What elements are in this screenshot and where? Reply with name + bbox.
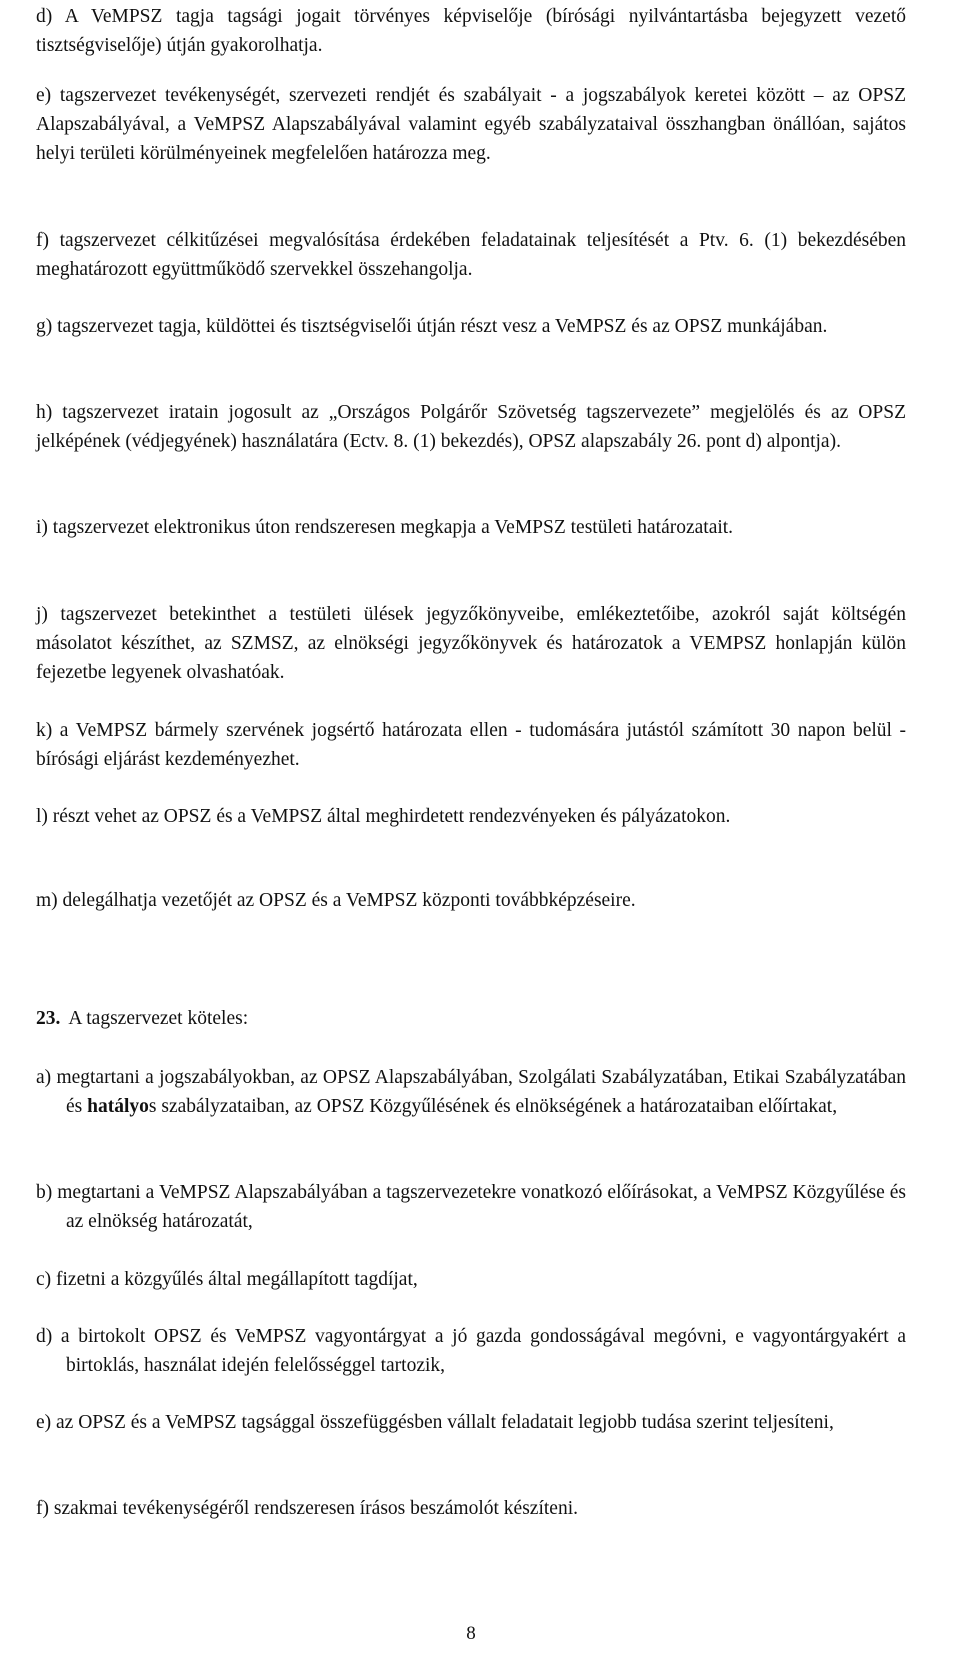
paragraph-f [36,226,906,284]
obligation-f-text: f) szakmai tevékenységéről rendszeresen írásos beszámolót készíteni. [36,1498,578,1519]
paragraph-g [36,312,906,341]
obligation-a-pre: a) megtartani a jogszabályokban, az OPSZ Alapszabályában, Szolgálati Szabályzatában, Etikai Szabályzatában és [36,1067,906,1117]
paragraph-h [36,398,906,456]
obligation-b [36,1178,906,1236]
obligation-a [36,1063,906,1121]
obligation-a-bold: hatályo [87,1096,149,1117]
paragraph-m-text: m) delegálhatja vezetőjét az OPSZ és a VeMPSZ központi továbbképzéseire. [36,890,636,911]
paragraph-e [36,81,906,168]
paragraph-d [36,2,906,60]
paragraph-k-text: k) a VeMPSZ bármely szervének jogsértő határozata ellen - tudomására jutástól számított 30 napon belül - bírósági eljárást kezdeményezhet. [36,720,906,770]
paragraph-m [36,886,906,915]
section-title: A tagszervezet köteles: [68,1008,249,1029]
paragraph-j-text: j) tagszervezet betekinthet a testületi ülések jegyzőkönyveibe, emlékeztetőibe, azokról saját költségén másolatot készíthet, az SZMSZ, az elnökségi jegyzőkönyvek és határozatok a VEMPSZ honlapján külön fejezetbe legyenek olvashatóak. [36,604,906,683]
paragraph-j [36,600,906,687]
obligation-c [36,1265,906,1294]
paragraph-l-text: l) részt vehet az OPSZ és a VeMPSZ által meghirdetett rendezvényeken és pályázatokon. [36,806,731,827]
page-number: 8 [466,1623,476,1644]
paragraph-l [36,802,906,831]
section-number: 23. [36,1008,61,1029]
obligation-e [36,1408,906,1437]
paragraph-k [36,716,906,774]
paragraph-i-text: i) tagszervezet elektronikus úton rendszeresen megkapja a VeMPSZ testületi határozatait. [36,517,734,538]
paragraph-g-text: g) tagszervezet tagja, küldöttei és tisztségviselői útján részt vesz a VeMPSZ és az OPSZ munkájában. [36,316,828,337]
obligation-d-text: d) a birtokolt OPSZ és VeMPSZ vagyontárgyat a jó gazda gondosságával megóvni, e vagyontárgyakért a birtoklás, használat idején felelősséggel tartozik, [36,1326,906,1376]
paragraph-i [36,513,906,542]
obligation-e-text: e) az OPSZ és a VeMPSZ tagsággal összefüggésben vállalt feladatait legjobb tudása szerint teljesíteni, [36,1412,834,1433]
paragraph-d-text: d) A VeMPSZ tagja tagsági jogait törvényes képviselője (bírósági nyilvántartásba bejegyzett vezető tisztségviselője) útján gyakorolhatja. [36,6,906,56]
paragraph-e-text: e) tagszervezet tevékenységét, szervezeti rendjét és szabályait - a jogszabályok keretei között – az OPSZ Alapszabályával, a VeMPSZ Alapszabályával valamint egyéb szabályzataival összhangban önállóan, sajátos helyi területi körülményeinek megfelelően határozza meg. [36,85,906,164]
obligation-c-text: c) fizetni a közgyűlés által megállapított tagdíjat, [36,1269,418,1290]
obligation-b-text: b) megtartani a VeMPSZ Alapszabályában a tagszervezetekre vonatkozó előírásokat, a VeMPSZ Közgyűlése és az elnökség határozatát, [36,1182,906,1232]
paragraph-f-text: f) tagszervezet célkitűzései megvalósítása érdekében feladatainak teljesítését a Ptv. 6. (1) bekezdésében meghatározott együttműködő szervekkel összehangolja. [36,230,906,280]
paragraph-h-text: h) tagszervezet iratain jogosult az „Országos Polgárőr Szövetség tagszervezete” megjelölés és az OPSZ jelképének (védjegyének) használatára (Ectv. 8. (1) bekezdés), OPSZ alapszabály 26. pont d) alpontja). [36,402,906,452]
section-heading [36,1004,248,1033]
obligation-a-text [36,1063,906,1121]
obligation-a-post: s szabályzataiban, az OPSZ Közgyűlésének és elnökségének a határozataiban előírtakat, [148,1096,838,1117]
obligation-f [36,1494,906,1523]
obligation-d [36,1322,906,1380]
